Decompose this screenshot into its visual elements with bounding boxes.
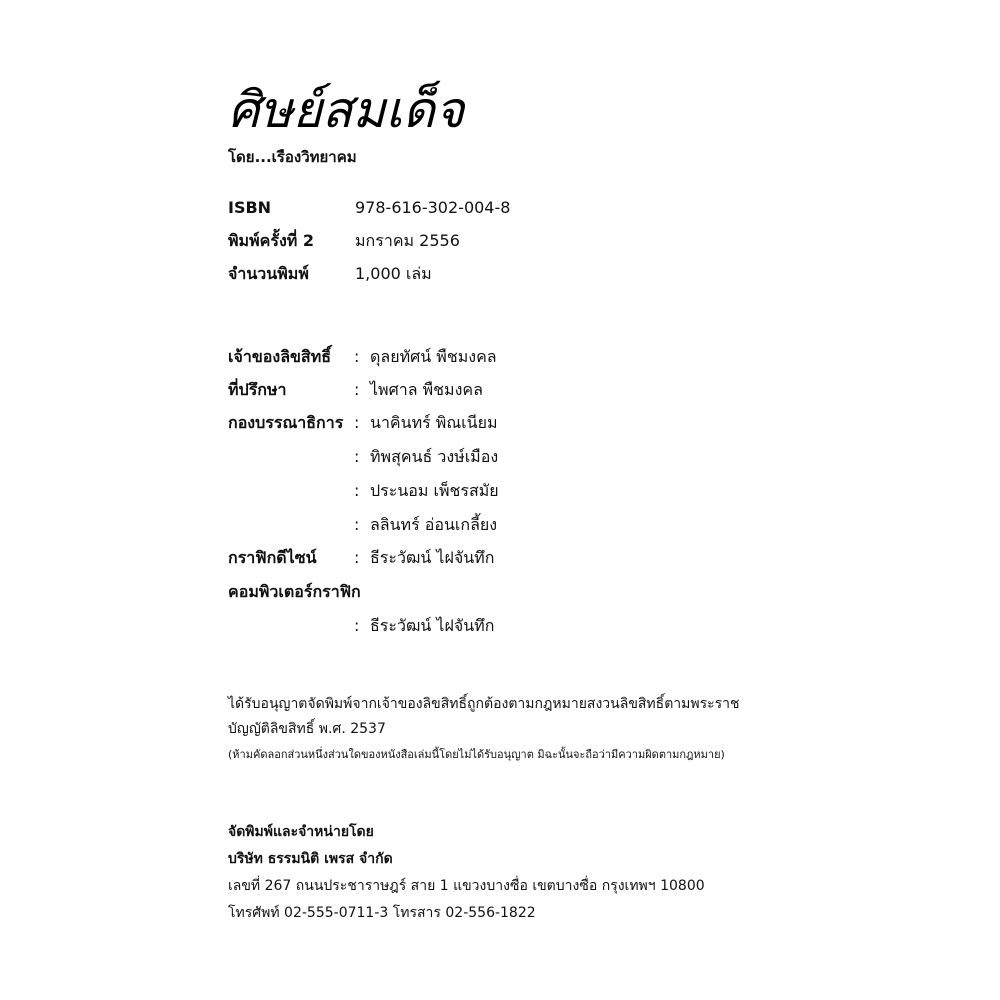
credit-separator: : [354,447,360,466]
info-label: ISBN [228,198,272,217]
credit-separator: : [354,548,360,567]
publisher-heading: จัดพิมพ์และจำหน่ายโดย [228,824,374,840]
credit-label: กองบรรณาธิการ [228,413,344,432]
credit-separator: : [354,616,360,635]
credit-value: ดุลยทัศน์ พืชมงคล [370,347,497,366]
credit-value: ธีระวัฒน์ ไฝจันทึก [370,548,495,567]
info-value: 1,000 เล่ม [355,264,432,283]
copyright-line-1: ได้รับอนุญาตจัดพิมพ์จากเจ้าของลิขสิทธิ์ถูกต้องตามกฎหมายสงวนลิขสิทธิ์ตามพระราช [228,696,740,712]
credit-separator: : [354,347,360,366]
publisher-address: เลขที่ 267 ถนนประชาราษฎร์ สาย 1 แขวงบางซื่อ เขตบางซื่อ กรุงเทพฯ 10800 [228,878,705,894]
publisher-phone: โทรศัพท์ 02-555-0711-3 โทรสาร 02-556-1822 [228,905,536,921]
credit-value: ประนอม เพ็ชรสมัย [370,481,499,500]
credit-value: ไพศาล พืชมงคล [370,380,483,399]
credit-value: ทิพสุคนธ์ วงษ์เมือง [370,447,499,466]
info-label: จำนวนพิมพ์ [228,264,309,283]
copyright-line-2: บัญญัติลิขสิทธิ์ พ.ศ. 2537 [228,721,386,737]
credit-value: นาคินทร์ พิณเนียม [370,413,498,432]
credit-label: กราฟิกดีไซน์ [228,548,317,567]
info-label: พิมพ์ครั้งที่ 2 [228,231,314,250]
info-value: 978-616-302-004-8 [355,198,511,217]
credit-separator: : [354,380,360,399]
book-title: ศิษย์สมเด็จ [228,81,465,139]
publisher-name: บริษัท ธรรมนิติ เพรส จำกัด [228,851,393,867]
credit-label: คอมพิวเตอร์กราฟิก [228,582,361,601]
credit-separator: : [354,515,360,534]
copyright-notice: (ห้ามคัดลอกส่วนหนึ่งส่วนใดของหนังสือเล่มนี้โดยไม่ได้รับอนุญาต มิฉะนั้นจะถือว่ามีความผิดตามกฎหมาย) [228,748,725,761]
credit-value: ลลินทร์ อ่อนเกลี้ยง [370,515,498,534]
credit-separator: : [354,481,360,500]
credit-label: ที่ปรึกษา [228,380,287,399]
author-byline: โดย...เรืองวิทยาคม [228,148,357,166]
credit-separator: : [354,413,360,432]
credit-value: ธีระวัฒน์ ไฝจันทึก [370,616,495,635]
credit-label: เจ้าของลิขสิทธิ์ [228,347,332,366]
info-value: มกราคม 2556 [355,231,460,250]
